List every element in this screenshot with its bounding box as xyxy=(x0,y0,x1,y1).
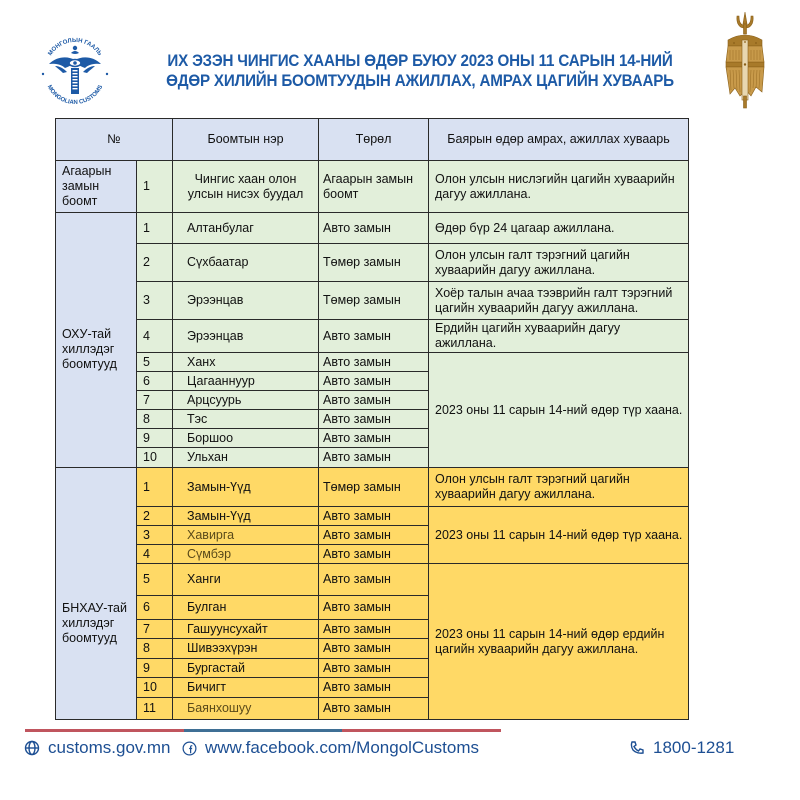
port-name: Бургастай xyxy=(173,659,319,678)
row-number: 1 xyxy=(137,213,173,244)
port-schedule-merged: 2023 оны 11 сарын 14-ний өдөр түр хаана. xyxy=(429,353,689,468)
port-schedule: Олон улсын галт тэрэгний цагийн хуваарийн дагуу ажиллана. xyxy=(429,468,689,507)
port-type: Авто замын xyxy=(319,448,429,468)
title-line-1: ИХ ЭЗЭН ЧИНГИС ХААНЫ ӨДӨР БУЮУ 2023 ОНЫ 11 САРЫН 14-НИЙ xyxy=(167,52,673,70)
port-name: Тэс xyxy=(173,410,319,429)
port-schedule-merged: 2023 оны 11 сарын 14-ний өдөр түр хаана. xyxy=(429,507,689,564)
row-number: 10 xyxy=(137,448,173,468)
port-schedule-merged: 2023 оны 11 сарын 14-ний өдөр ердийн цагийн хуваарийн дагуу ажиллана. xyxy=(429,564,689,720)
table-row xyxy=(56,353,689,372)
port-name: Ханги xyxy=(173,564,319,596)
port-type: Авто замын xyxy=(319,639,429,659)
port-type: Авто замын xyxy=(319,678,429,698)
row-number: 8 xyxy=(137,639,173,659)
port-name: Хавирга xyxy=(173,526,319,545)
port-name: Эрээнцав xyxy=(173,282,319,320)
row-number: 4 xyxy=(137,545,173,564)
port-type: Авто замын xyxy=(319,596,429,620)
row-number: 1 xyxy=(137,161,173,213)
table-row xyxy=(56,320,689,353)
port-type: Авто замын xyxy=(319,410,429,429)
website-text: customs.gov.mn xyxy=(48,738,171,757)
footer-divider xyxy=(25,729,501,732)
port-type: Авто замын xyxy=(319,659,429,678)
table-header-row xyxy=(56,119,689,161)
port-type: Авто замын xyxy=(319,213,429,244)
port-type: Авто замын xyxy=(319,545,429,564)
group-label-russia-ports: ОХУ-тай хиллэдэг боомтууд xyxy=(56,213,137,468)
port-name: Чингис хаан олон улсын нисэх буудал xyxy=(173,161,319,213)
globe-icon xyxy=(24,740,40,756)
title-line-2: ӨДӨР ХИЛИЙН БООМТУУДЫН АЖИЛЛАХ, АМРАХ ЦАГИЙН ХУВААРЬ xyxy=(166,72,674,90)
row-number: 5 xyxy=(137,564,173,596)
facebook-text: www.facebook.com/MongolCustoms xyxy=(205,738,480,757)
port-name: Ульхан xyxy=(173,448,319,468)
port-name: Сүхбаатар xyxy=(173,244,319,282)
table-row xyxy=(56,468,689,507)
column-header-port-name: Боомтын нэр xyxy=(173,119,319,161)
table-row xyxy=(56,282,689,320)
port-type: Авто замын xyxy=(319,526,429,545)
row-number: 9 xyxy=(137,659,173,678)
column-header-number: № xyxy=(56,119,173,161)
group-label-china-ports: БНХАУ-тай хиллэдэг боомтууд xyxy=(56,468,137,720)
table-row xyxy=(56,244,689,282)
svg-text:MONGOLIAN CUSTOMS: MONGOLIAN CUSTOMS xyxy=(45,84,105,107)
table-row xyxy=(56,213,689,244)
sulde-banner-icon xyxy=(718,10,772,110)
mongolian-customs-logo-icon xyxy=(35,30,115,110)
port-name: Эрээнцав xyxy=(173,320,319,353)
port-schedule: Олон улсын галт тэрэгний цагийн хуваарийн дагуу ажиллана. xyxy=(429,244,689,282)
port-type: Төмөр замын xyxy=(319,468,429,507)
port-type: Төмөр замын xyxy=(319,244,429,282)
port-type: Авто замын xyxy=(319,353,429,372)
port-name: Замын-Үүд xyxy=(173,507,319,526)
row-number: 7 xyxy=(137,620,173,639)
website-link[interactable] xyxy=(24,738,171,758)
port-schedule: Олон улсын нислэгийн цагийн хуваарийн дагуу ажиллана. xyxy=(429,161,689,213)
divider-segment-red xyxy=(342,729,501,732)
row-number: 2 xyxy=(137,244,173,282)
divider-segment-blue xyxy=(184,729,343,732)
row-number: 3 xyxy=(137,526,173,545)
border-ports-schedule-table xyxy=(55,118,689,720)
port-type: Агаарын замын боомт xyxy=(319,161,429,213)
port-schedule: Өдөр бүр 24 цагаар ажиллана. xyxy=(429,213,689,244)
facebook-link[interactable] xyxy=(182,738,479,758)
page-title xyxy=(162,51,677,91)
port-name: Замын-Үүд xyxy=(173,468,319,507)
port-name: Сүмбэр xyxy=(173,545,319,564)
row-number: 4 xyxy=(137,320,173,353)
facebook-icon xyxy=(182,741,197,756)
port-name: Ханх xyxy=(173,353,319,372)
port-name: Бичигт xyxy=(173,678,319,698)
row-number: 1 xyxy=(137,468,173,507)
phone-text: 1800-1281 xyxy=(653,738,735,757)
row-number: 5 xyxy=(137,353,173,372)
row-number: 11 xyxy=(137,698,173,720)
port-type: Авто замын xyxy=(319,429,429,448)
row-number: 2 xyxy=(137,507,173,526)
row-number: 9 xyxy=(137,429,173,448)
port-name: Шивээхүрэн xyxy=(173,639,319,659)
port-name: Боршоо xyxy=(173,429,319,448)
table-row xyxy=(56,507,689,526)
port-type: Авто замын xyxy=(319,564,429,596)
port-type: Авто замын xyxy=(319,698,429,720)
row-number: 8 xyxy=(137,410,173,429)
table-row xyxy=(56,564,689,596)
port-type: Авто замын xyxy=(319,372,429,391)
row-number: 6 xyxy=(137,372,173,391)
phone-icon xyxy=(629,740,645,756)
column-header-holiday-schedule: Баярын өдөр амрах, ажиллах хуваарь xyxy=(429,119,689,161)
table-row xyxy=(56,161,689,213)
port-type: Авто замын xyxy=(319,620,429,639)
port-schedule: Ердийн цагийн хуваарийн дагуу ажиллана. xyxy=(429,320,689,353)
port-name: Арцсуурь xyxy=(173,391,319,410)
svg-text:МОНГОЛЫН ГААЛЬ: МОНГОЛЫН ГААЛЬ xyxy=(47,37,103,57)
phone-link[interactable] xyxy=(629,738,734,758)
port-name: Алтанбулаг xyxy=(173,213,319,244)
row-number: 7 xyxy=(137,391,173,410)
port-name: Баянхошуу xyxy=(173,698,319,720)
row-number: 6 xyxy=(137,596,173,620)
row-number: 3 xyxy=(137,282,173,320)
port-name: Гашуунсухайт xyxy=(173,620,319,639)
port-name: Булган xyxy=(173,596,319,620)
group-label-air-port: Агаарын замын боомт xyxy=(56,161,137,213)
port-type: Авто замын xyxy=(319,391,429,410)
port-name: Цагааннуур xyxy=(173,372,319,391)
column-header-type: Төрөл xyxy=(319,119,429,161)
port-schedule: Хоёр талын ачаа тээврийн галт тэрэгний цагийн хуваарийн дагуу ажиллана. xyxy=(429,282,689,320)
row-number: 10 xyxy=(137,678,173,698)
port-type: Төмөр замын xyxy=(319,282,429,320)
port-type: Авто замын xyxy=(319,507,429,526)
divider-segment-red xyxy=(25,729,184,732)
port-type: Авто замын xyxy=(319,320,429,353)
footer xyxy=(24,738,784,768)
